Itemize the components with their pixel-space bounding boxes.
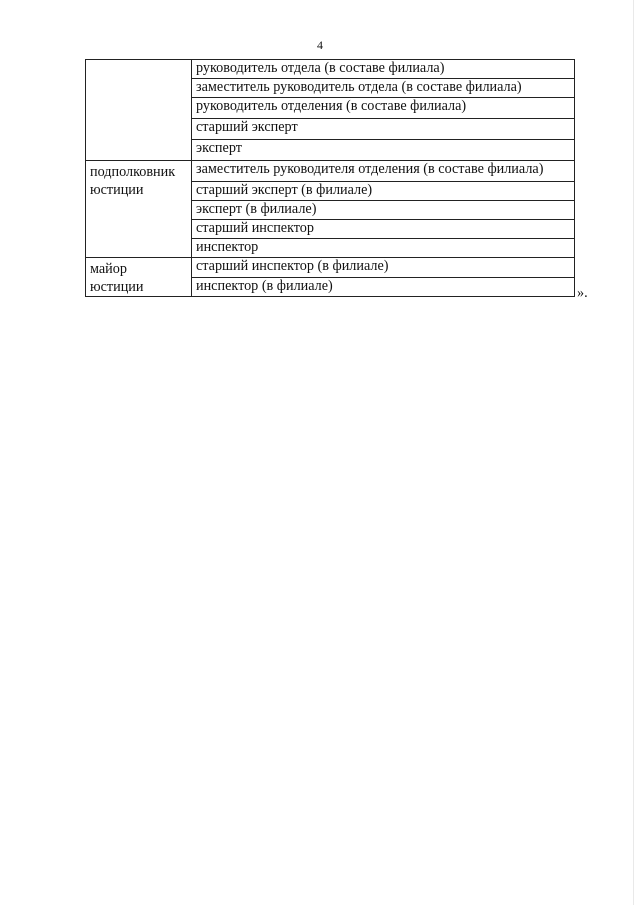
position-cell: старший эксперт bbox=[192, 119, 575, 140]
rank-label-line2: юстиции bbox=[90, 279, 144, 295]
rank-cell bbox=[86, 161, 192, 258]
position-cell: руководитель отдела (в составе филиала) bbox=[192, 60, 575, 79]
rank-cell bbox=[86, 258, 192, 297]
position-cell: инспектор (в филиале) bbox=[192, 277, 575, 297]
position-cell: инспектор bbox=[192, 239, 575, 258]
table-row bbox=[86, 258, 575, 278]
ranks-positions-table bbox=[85, 59, 575, 297]
position-cell: руководитель отделения (в составе филиала) bbox=[192, 98, 575, 119]
rank-label-line1: майор bbox=[90, 261, 127, 277]
table-row bbox=[86, 161, 575, 182]
position-cell: старший инспектор (в филиале) bbox=[192, 258, 575, 278]
table-row bbox=[86, 60, 575, 79]
closing-quote-mark: ». bbox=[577, 285, 588, 301]
position-cell: заместитель руководитель отдела (в составе филиала) bbox=[192, 79, 575, 98]
scan-edge bbox=[633, 0, 634, 905]
position-cell: заместитель руководителя отделения (в составе филиала) bbox=[192, 161, 575, 182]
rank-label-line2: юстиции bbox=[90, 182, 144, 198]
page-number: 4 bbox=[317, 38, 323, 52]
rank-cell-empty bbox=[86, 60, 192, 161]
position-cell: эксперт bbox=[192, 140, 575, 161]
position-cell: старший эксперт (в филиале) bbox=[192, 182, 575, 201]
position-cell: старший инспектор bbox=[192, 220, 575, 239]
rank-label-line1: подполковник bbox=[90, 164, 176, 180]
position-cell: эксперт (в филиале) bbox=[192, 201, 575, 220]
